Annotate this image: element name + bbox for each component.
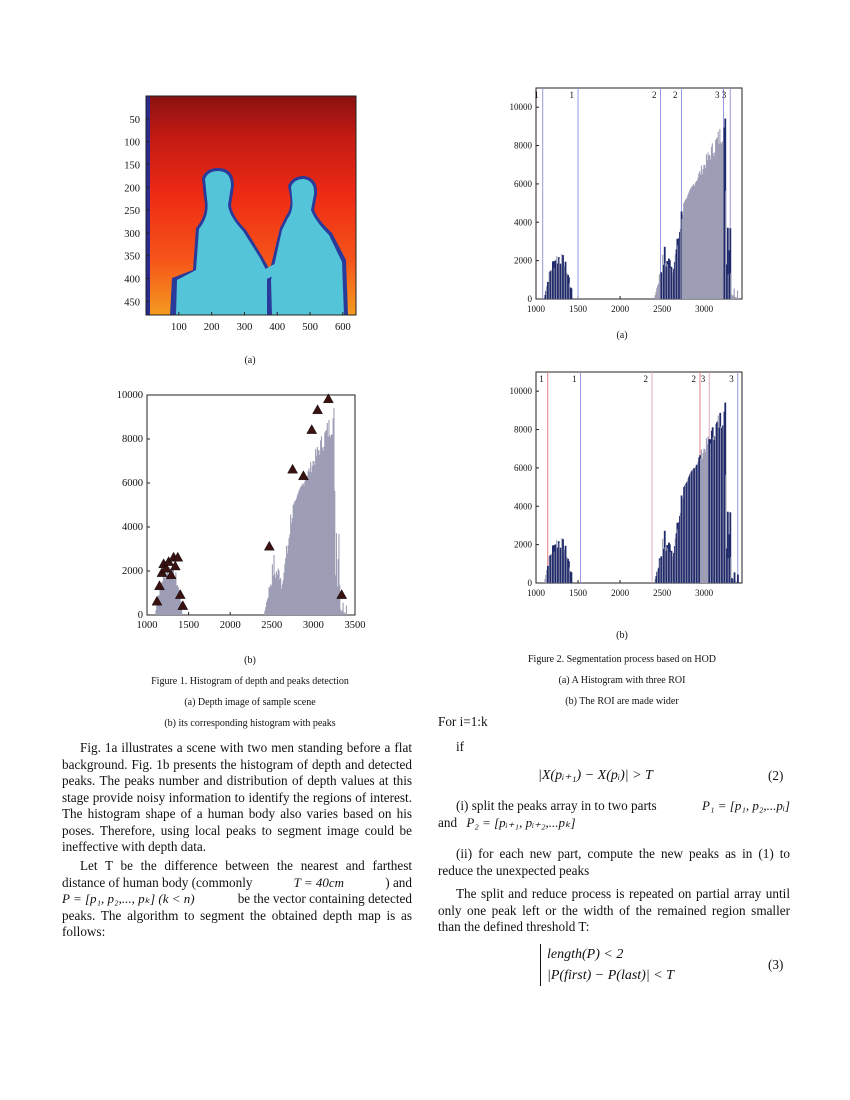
fig1a-sublabel: (a): [244, 355, 256, 366]
depth-image-plot: [110, 88, 370, 348]
fig1b-sublabel: (b): [244, 655, 256, 666]
roi-label: 1: [534, 90, 539, 100]
x-tick-label: 2000: [219, 620, 241, 631]
right-paragraph-3: The split and reduce process is repeated on partial array until only one peak left or the width of the remained region smaller than the defined threshold T:: [438, 886, 790, 934]
roi-label: 2: [691, 374, 696, 384]
p2-line2-text: distance of human body (commonly: [62, 874, 253, 890]
y-axis-ticks: [124, 115, 149, 309]
fig2a: [500, 80, 760, 320]
x-tick-label: 3500: [344, 620, 366, 631]
y-tick-label: 2000: [514, 255, 532, 266]
x-tick-label: 300: [236, 322, 253, 333]
y-tick-label: 6000: [514, 462, 532, 473]
step-1-eq2: P₂ = [pᵢ₊₁, pᵢ₊₂,...pₖ]: [466, 814, 576, 830]
equation-2: |X(pᵢ₊₁) − X(pᵢ)| > T: [538, 768, 653, 783]
histogram-peaks-chart: [95, 385, 375, 635]
step-2: (ii) for each new part, compute the new peaks as in (1) to reduce the unexpected peaks: [438, 846, 790, 878]
roi-label: 3: [729, 374, 734, 384]
histogram-bar: [344, 612, 345, 615]
y-tick-label: 10000: [116, 390, 143, 401]
x-tick-label: 100: [170, 322, 187, 333]
y-tick-label: 300: [124, 228, 140, 240]
if-line: if: [456, 739, 465, 754]
fig2b-sublabel: (b): [616, 630, 628, 641]
fig1a: [110, 88, 370, 348]
histogram-bar: [737, 575, 739, 583]
histogram-bar: [735, 297, 736, 299]
fig1-caption-b: (b) its corresponding histogram with peaks: [164, 718, 336, 729]
x-tick-label: 3000: [695, 588, 714, 598]
roi-label: 3: [700, 374, 706, 384]
x-tick-label: 200: [203, 322, 220, 333]
roi-label: 2: [643, 374, 649, 384]
step-1-text: (i) split the peaks array in to two parts: [456, 798, 657, 813]
roi-label: 3: [721, 90, 727, 100]
y-tick-label: 8000: [514, 424, 532, 435]
roi-label: 3: [715, 90, 720, 100]
histogram-bar: [571, 572, 573, 583]
left-paragraph-2: [62, 858, 412, 941]
y-tick-label: 250: [124, 206, 140, 218]
y-tick-label: 0: [527, 578, 532, 588]
y-tick-label: 400: [124, 274, 140, 286]
histogram-bar: [346, 605, 347, 615]
y-tick-label: 350: [124, 251, 140, 263]
x-tick-label: 1000: [527, 588, 545, 598]
equation-3: [540, 944, 687, 986]
y-tick-label: 150: [124, 160, 140, 172]
y-tick-label: 100: [124, 137, 140, 149]
step-1-and: and: [438, 814, 458, 830]
p2-line2-end: ) and: [385, 874, 412, 890]
depth-image: [146, 96, 356, 315]
equation-2-number: (2): [768, 768, 784, 783]
p2-rest: peaks. The algorithm to segment the obtained depth map is as follows:: [62, 907, 412, 939]
histogram-bar: [737, 291, 738, 299]
step-1-line2: [438, 815, 790, 832]
for-line: For i=1:k: [438, 714, 488, 729]
y-tick-label: 4000: [514, 501, 532, 512]
fig2-caption-a: (a) A Histogram with three ROI: [558, 675, 686, 686]
x-tick-label: 2500: [653, 304, 672, 314]
roi-label: 1: [539, 374, 544, 384]
y-tick-label: 2000: [514, 539, 532, 550]
y-tick-label: 50: [129, 114, 140, 126]
roi-histogram-chart-a: [500, 80, 760, 320]
equation-3-line1: length(P) < 2: [547, 947, 624, 962]
y-tick-label: 6000: [514, 178, 532, 189]
y-tick-label: 10000: [509, 386, 532, 397]
x-tick-label: 500: [302, 322, 318, 333]
step-1: [438, 798, 790, 831]
p2-eq-peaks: P = [p₁, p₂,..., pₖ] (k < n): [62, 891, 195, 906]
step-1-line1: [438, 798, 790, 815]
y-tick-label: 10000: [509, 102, 532, 113]
x-tick-label: 1500: [569, 304, 588, 314]
y-tick-label: 8000: [514, 140, 532, 151]
x-tick-label: 3000: [695, 304, 714, 314]
x-tick-label: 2500: [261, 620, 283, 631]
fig1b: [95, 385, 375, 635]
fig2-caption-title: Figure 2. Segmentation process based on HOD: [527, 654, 717, 665]
y-tick-label: 0: [527, 294, 532, 304]
roi-label: 1: [572, 374, 577, 384]
equation-3-line2: |P(first) − P(last)| < T: [547, 968, 674, 983]
x-tick-label: 1000: [527, 304, 545, 314]
x-tick-label: 1000: [136, 620, 158, 631]
fig1-caption-title: Figure 1. Histogram of depth and peaks detection: [151, 676, 349, 687]
p2-line3-text: be the vector containing detected: [237, 891, 412, 906]
x-tick-label: 600: [335, 322, 351, 333]
left-paragraph-1: Fig. 1a illustrates a scene with two men standing before a flat background. Fig. 1b presents the histogram of depth and detected peaks. The peaks number and distribution of depth values at this stage provide noisy information to identify the regions of interest. The histogram shape of a human body also varies based on his poses. Therefore, using local peaks to segment image could be ineffective with depth data.: [62, 740, 412, 854]
roi-histogram-chart-b: [500, 364, 760, 604]
histogram-bar: [571, 288, 573, 299]
p2-eq-threshold: T = 40cm: [293, 874, 345, 890]
roi-label: 2: [672, 90, 678, 100]
p2-line2: [62, 875, 412, 892]
y-tick-label: 6000: [122, 478, 143, 489]
step-1-eq1: P₁ = [p₁, p₂,...pᵢ]: [702, 798, 790, 813]
x-tick-label: 1500: [569, 588, 588, 598]
fig2a-sublabel: (a): [616, 330, 628, 341]
x-tick-label: 3000: [302, 620, 324, 631]
histogram-bar: [735, 581, 736, 583]
roi-label: 2: [651, 90, 657, 100]
x-tick-label: 1500: [178, 620, 200, 631]
p2-line1: Let T be the difference between the nearest and farthest: [80, 858, 412, 873]
y-tick-label: 0: [137, 610, 143, 621]
fig1-caption-a: (a) Depth image of sample scene: [184, 697, 316, 708]
y-tick-label: 200: [124, 183, 140, 195]
p2-line3: [62, 891, 412, 908]
y-tick-label: 4000: [122, 522, 143, 533]
x-tick-label: 400: [269, 322, 286, 333]
y-tick-label: 4000: [514, 217, 532, 228]
y-tick-label: 450: [124, 297, 140, 309]
roi-label: 1: [569, 90, 575, 100]
y-tick-label: 8000: [122, 434, 143, 445]
x-tick-label: 2000: [611, 304, 630, 314]
x-tick-label: 2500: [653, 588, 672, 598]
x-tick-label: 2000: [611, 588, 630, 598]
equation-3-number: (3): [768, 957, 784, 972]
y-tick-label: 2000: [122, 566, 143, 577]
fig2b: [500, 364, 760, 604]
fig2-caption-b: (b) The ROI are made wider: [565, 696, 679, 707]
